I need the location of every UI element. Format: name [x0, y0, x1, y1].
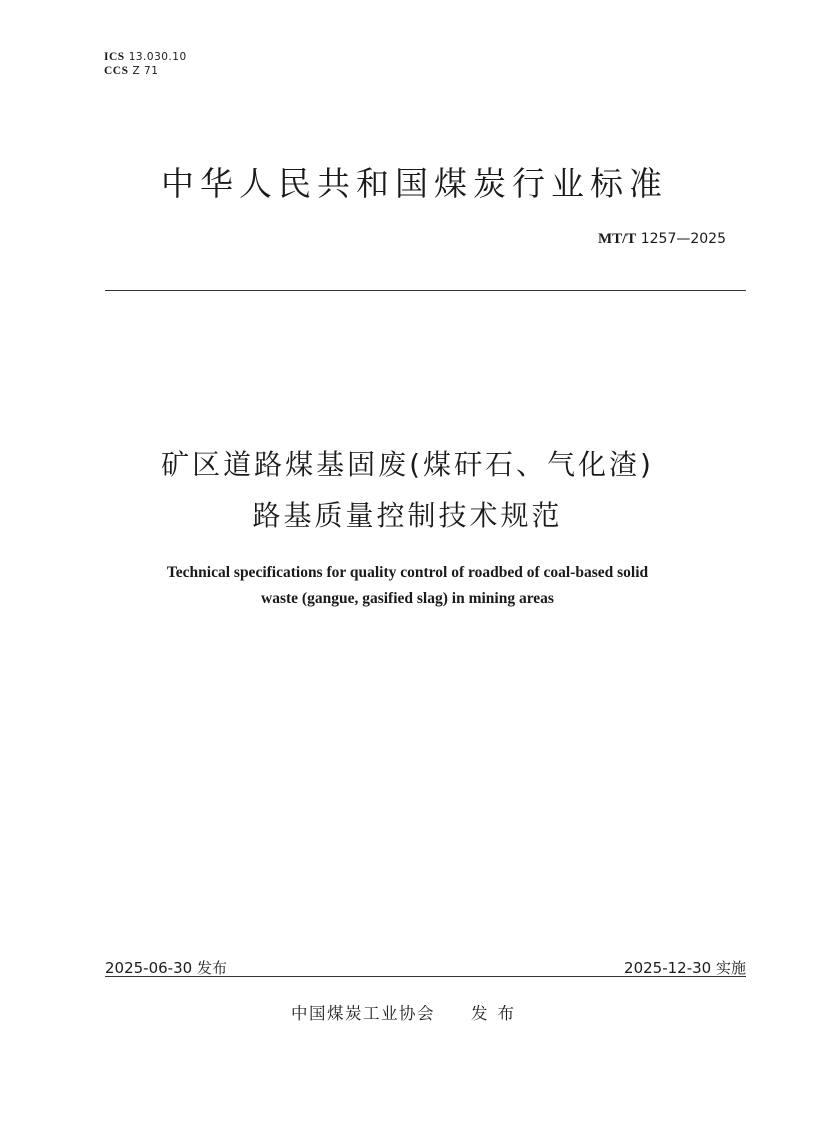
ics-label: ICS — [104, 51, 125, 63]
ics-line — [104, 50, 187, 64]
issue-date: 2025-06-30 发布 — [105, 959, 227, 977]
classification-codes — [104, 50, 187, 78]
standard-type-title: 中华人民共和国煤炭行业标准 — [161, 164, 668, 203]
header-divider — [105, 290, 746, 291]
ccs-label: CCS — [104, 65, 129, 77]
ccs-line — [104, 64, 187, 78]
implementation-date: 2025-12-30 实施 — [624, 959, 746, 977]
ics-value: 13.030.10 — [128, 51, 187, 63]
standard-number — [598, 231, 726, 248]
publisher-line — [0, 1000, 815, 1024]
english-title-line-1: Technical specifications for quality control of roadbed of coal-based solid — [166, 564, 649, 581]
standard-number-value: 1257—2025 — [640, 231, 726, 247]
publisher-name: 中国煤炭工业协会 — [291, 1004, 435, 1023]
ccs-value: Z 71 — [132, 65, 159, 77]
footer-divider — [105, 976, 746, 977]
chinese-title-line-2: 路基质量控制技术规范 — [252, 499, 563, 532]
english-title-line-2: waste (gangue, gasified slag) in mining areas — [261, 590, 554, 607]
publisher-action: 发布 — [471, 1004, 524, 1023]
chinese-title-line-1: 矿区道路煤基固废(煤矸石、气化渣) — [161, 448, 654, 481]
standard-code: MT/T — [597, 231, 637, 247]
